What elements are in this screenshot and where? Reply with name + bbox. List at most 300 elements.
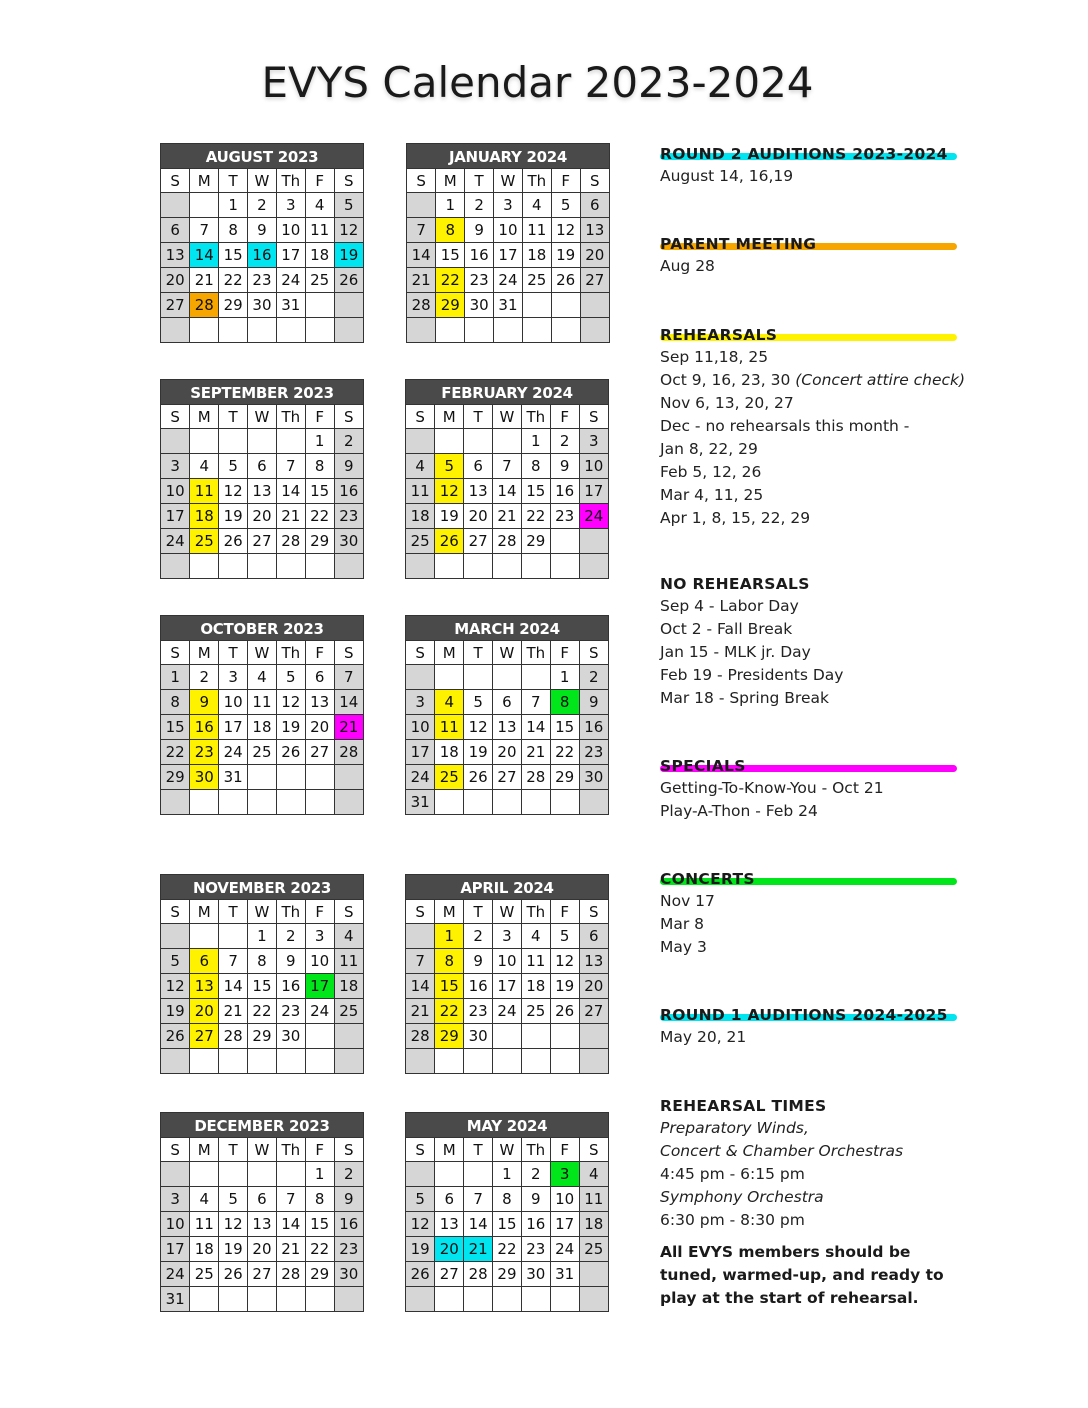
day-cell: 5	[219, 454, 248, 479]
day-cell: 26	[551, 268, 580, 293]
empty-cell	[435, 554, 464, 579]
day-cell-audition: 21	[464, 1237, 493, 1262]
day-cell: 4	[334, 924, 363, 949]
month-header: OCTOBER 2023	[161, 616, 363, 641]
week-row	[406, 1287, 608, 1312]
empty-cell	[464, 429, 493, 454]
day-cell: 7	[190, 218, 219, 243]
day-cell: 2	[464, 924, 493, 949]
day-cell: 28	[407, 293, 436, 318]
weekday-label: S	[161, 169, 190, 193]
week-row	[406, 1262, 608, 1287]
week-row	[161, 999, 363, 1024]
round2-dates: August 14, 16,19	[660, 167, 794, 185]
day-cell: 8	[493, 1187, 522, 1212]
calendar-may-2024	[405, 1112, 609, 1312]
day-cell: 14	[464, 1212, 493, 1237]
day-cell-rehearsal: 22	[435, 999, 464, 1024]
weekday-label: S	[334, 1138, 363, 1162]
day-cell: 26	[464, 765, 493, 790]
day-cell: 5	[464, 690, 493, 715]
time-range: 4:45 pm - 6:15 pm	[660, 1165, 805, 1183]
page-title: EVYS Calendar 2023-2024	[261, 58, 814, 107]
day-cell: 5	[276, 665, 305, 690]
week-row	[406, 1162, 608, 1187]
section-title: ROUND 2 AUDITIONS 2023-2024	[660, 143, 1060, 165]
day-cell: 18	[579, 1212, 608, 1237]
special-line: Getting-To-Know-You - Oct 21	[660, 779, 884, 797]
weekday-label: T	[219, 641, 248, 665]
weekday-label: F	[305, 641, 334, 665]
weekday-label: M	[190, 1138, 219, 1162]
week-row	[161, 765, 363, 790]
day-cell: 4	[522, 193, 551, 218]
weekday-label: F	[550, 1138, 579, 1162]
day-cell: 23	[464, 999, 493, 1024]
week-row	[161, 665, 363, 690]
day-cell: 26	[219, 529, 248, 554]
day-cell: 19	[406, 1237, 435, 1262]
empty-cell	[435, 790, 464, 815]
month-header: JANUARY 2024	[407, 144, 609, 169]
day-cell: 28	[493, 529, 522, 554]
day-cell-special: 21	[334, 715, 363, 740]
weekday-label: S	[334, 169, 363, 193]
day-cell: 11	[190, 1212, 219, 1237]
month-header: DECEMBER 2023	[161, 1113, 363, 1138]
empty-cell	[493, 790, 522, 815]
empty-cell	[190, 429, 219, 454]
empty-cell	[406, 1287, 435, 1312]
day-cell: 2	[465, 193, 494, 218]
day-cell: 4	[305, 193, 334, 218]
day-cell: 20	[464, 504, 493, 529]
no-rehearsal-line: Mar 18 - Spring Break	[660, 689, 829, 707]
day-cell: 24	[406, 765, 435, 790]
empty-cell	[161, 554, 190, 579]
day-cell: 23	[334, 1237, 363, 1262]
empty-cell	[190, 790, 219, 815]
day-cell: 29	[521, 529, 550, 554]
day-cell: 30	[334, 529, 363, 554]
weekday-label: F	[550, 641, 579, 665]
empty-cell	[464, 790, 493, 815]
empty-cell	[550, 1049, 579, 1074]
day-cell: 20	[493, 740, 522, 765]
day-cell: 16	[334, 479, 363, 504]
day-cell: 21	[276, 504, 305, 529]
day-cell: 1	[305, 1162, 334, 1187]
day-cell: 16	[550, 479, 579, 504]
day-cell: 12	[406, 1212, 435, 1237]
empty-cell	[521, 665, 550, 690]
day-cell: 18	[522, 243, 551, 268]
day-cell: 17	[161, 504, 190, 529]
day-cell: 7	[464, 1187, 493, 1212]
empty-cell	[406, 554, 435, 579]
weekday-label: M	[190, 900, 219, 924]
no-rehearsal-line: Sep 4 - Labor Day	[660, 597, 799, 615]
day-cell: 13	[579, 949, 608, 974]
month-header: SEPTEMBER 2023	[161, 380, 363, 405]
empty-cell	[161, 193, 190, 218]
day-cell: 27	[248, 1262, 277, 1287]
empty-cell	[493, 554, 522, 579]
rehearsal-line: Dec - no rehearsals this month -	[660, 417, 910, 435]
day-cell: 29	[305, 1262, 334, 1287]
week-row	[407, 318, 609, 343]
weekday-label: S	[161, 900, 190, 924]
empty-cell	[579, 1287, 608, 1312]
day-cell: 1	[305, 429, 334, 454]
day-cell: 16	[465, 243, 494, 268]
day-cell-rehearsal: 11	[435, 715, 464, 740]
day-cell-concert: 3	[550, 1162, 579, 1187]
empty-cell	[522, 293, 551, 318]
day-cell: 23	[248, 268, 277, 293]
weekday-label: T	[464, 405, 493, 429]
day-cell: 16	[521, 1212, 550, 1237]
day-cell: 13	[435, 1212, 464, 1237]
day-cell: 12	[276, 690, 305, 715]
day-cell: 28	[219, 1024, 248, 1049]
day-cell-audition: 16	[248, 243, 277, 268]
weekday-label: W	[248, 169, 277, 193]
empty-cell	[580, 293, 609, 318]
day-cell-rehearsal: 20	[190, 999, 219, 1024]
day-cell: 26	[334, 268, 363, 293]
day-cell: 3	[161, 454, 190, 479]
week-row	[161, 1262, 363, 1287]
day-cell-rehearsal: 30	[190, 765, 219, 790]
empty-cell	[276, 765, 305, 790]
day-cell: 20	[248, 1237, 277, 1262]
weekday-label: W	[494, 169, 523, 193]
day-cell: 16	[464, 974, 493, 999]
day-cell: 6	[248, 1187, 277, 1212]
week-row	[406, 924, 608, 949]
week-row	[161, 1024, 363, 1049]
day-cell: 9	[579, 690, 608, 715]
weekday-label: T	[464, 1138, 493, 1162]
parent-meeting-section	[660, 233, 1060, 278]
ensemble-label: Concert & Chamber Orchestras	[660, 1142, 904, 1160]
day-cell: 1	[161, 665, 190, 690]
round1-dates: May 20, 21	[660, 1028, 747, 1046]
week-row	[161, 740, 363, 765]
month-header: AUGUST 2023	[161, 144, 363, 169]
rehearsals-section	[660, 324, 1060, 530]
day-cell: 24	[305, 999, 334, 1024]
week-row	[407, 243, 609, 268]
day-cell: 21	[407, 268, 436, 293]
day-cell: 4	[190, 454, 219, 479]
empty-cell	[550, 529, 579, 554]
day-cell: 18	[406, 504, 435, 529]
empty-cell	[276, 1287, 305, 1312]
day-cell: 9	[464, 949, 493, 974]
empty-cell	[521, 1024, 550, 1049]
empty-cell	[276, 554, 305, 579]
empty-cell	[579, 529, 608, 554]
day-cell: 10	[493, 949, 522, 974]
week-row	[161, 1212, 363, 1237]
rehearsal-line: Nov 6, 13, 20, 27	[660, 394, 794, 412]
day-cell: 15	[493, 1212, 522, 1237]
weekday-label: W	[248, 900, 277, 924]
day-cell: 20	[579, 974, 608, 999]
day-cell: 14	[276, 1212, 305, 1237]
empty-cell	[219, 429, 248, 454]
day-cell: 17	[219, 715, 248, 740]
empty-cell	[219, 1162, 248, 1187]
day-cell: 11	[305, 218, 334, 243]
day-cell: 22	[305, 504, 334, 529]
day-cell-audition: 14	[190, 243, 219, 268]
empty-cell	[248, 1287, 277, 1312]
empty-cell	[161, 1162, 190, 1187]
day-cell: 19	[550, 974, 579, 999]
week-row	[406, 715, 608, 740]
day-cell: 28	[276, 529, 305, 554]
day-cell-rehearsal: 8	[435, 949, 464, 974]
day-cell: 7	[334, 665, 363, 690]
day-cell: 10	[550, 1187, 579, 1212]
day-cell: 25	[305, 268, 334, 293]
weekday-label: M	[435, 641, 464, 665]
week-row	[406, 454, 608, 479]
day-cell: 19	[435, 504, 464, 529]
empty-cell	[334, 1049, 363, 1074]
day-cell: 16	[334, 1212, 363, 1237]
empty-cell	[435, 1162, 464, 1187]
empty-cell	[219, 318, 248, 343]
day-cell: 10	[494, 218, 523, 243]
day-cell: 9	[465, 218, 494, 243]
day-cell: 12	[219, 479, 248, 504]
empty-cell	[406, 1162, 435, 1187]
rehearsal-line: Feb 5, 12, 26	[660, 463, 762, 481]
weekday-label: M	[435, 405, 464, 429]
weekday-label: F	[305, 900, 334, 924]
month-header: NOVEMBER 2023	[161, 875, 363, 900]
day-cell: 15	[161, 715, 190, 740]
day-cell: 25	[248, 740, 277, 765]
day-cell: 23	[465, 268, 494, 293]
empty-cell	[579, 790, 608, 815]
day-cell: 6	[248, 454, 277, 479]
day-cell: 12	[551, 218, 580, 243]
day-cell: 17	[550, 1212, 579, 1237]
day-cell: 5	[406, 1187, 435, 1212]
empty-cell	[464, 1287, 493, 1312]
rehearsal-times-section	[660, 1095, 1060, 1310]
round2-auditions-section	[660, 143, 1060, 188]
day-cell: 22	[219, 268, 248, 293]
day-cell: 31	[494, 293, 523, 318]
day-cell: 18	[435, 740, 464, 765]
empty-cell	[305, 554, 334, 579]
empty-cell	[551, 318, 580, 343]
calendar-august-2023	[160, 143, 364, 343]
week-row	[406, 765, 608, 790]
empty-cell	[276, 790, 305, 815]
day-cell: 2	[276, 924, 305, 949]
day-cell: 14	[407, 243, 436, 268]
concert-line: May 3	[660, 938, 707, 956]
day-cell: 17	[494, 243, 523, 268]
no-rehearsal-line: Feb 19 - Presidents Day	[660, 666, 844, 684]
day-cell: 24	[161, 529, 190, 554]
empty-cell	[579, 1049, 608, 1074]
month-grid	[406, 900, 608, 1073]
day-cell: 3	[305, 924, 334, 949]
time-range: 6:30 pm - 8:30 pm	[660, 1211, 805, 1229]
section-title: SPECIALS	[660, 755, 1060, 777]
weekday-label: M	[190, 641, 219, 665]
day-cell: 7	[219, 949, 248, 974]
week-row	[406, 740, 608, 765]
day-cell: 30	[276, 1024, 305, 1049]
empty-cell	[190, 318, 219, 343]
day-cell: 6	[579, 924, 608, 949]
empty-cell	[276, 1049, 305, 1074]
day-cell: 12	[550, 949, 579, 974]
section-title: REHEARSAL TIMES	[660, 1097, 827, 1115]
week-row	[406, 529, 608, 554]
day-cell: 27	[161, 293, 190, 318]
weekday-label: W	[493, 900, 522, 924]
day-cell: 22	[305, 1237, 334, 1262]
day-cell: 22	[161, 740, 190, 765]
day-cell: 6	[435, 1187, 464, 1212]
day-cell: 27	[464, 529, 493, 554]
weekday-label: F	[550, 900, 579, 924]
empty-cell	[550, 1287, 579, 1312]
week-row	[161, 974, 363, 999]
week-row	[406, 1024, 608, 1049]
day-cell-rehearsal: 23	[190, 740, 219, 765]
day-cell: 7	[407, 218, 436, 243]
empty-cell	[435, 1287, 464, 1312]
day-cell: 12	[219, 1212, 248, 1237]
calendar-november-2023	[160, 874, 364, 1074]
day-cell: 21	[521, 740, 550, 765]
day-cell: 10	[161, 479, 190, 504]
day-cell: 10	[579, 454, 608, 479]
day-cell-rehearsal: 12	[435, 479, 464, 504]
empty-cell	[493, 429, 522, 454]
calendar-october-2023	[160, 615, 364, 815]
day-cell: 6	[161, 218, 190, 243]
empty-cell	[493, 1287, 522, 1312]
day-cell: 9	[550, 454, 579, 479]
weekday-label: S	[334, 641, 363, 665]
day-cell: 5	[219, 1187, 248, 1212]
rehearsal-line: Apr 1, 8, 15, 22, 29	[660, 509, 811, 527]
empty-cell	[334, 1024, 363, 1049]
month-grid	[161, 1138, 363, 1311]
empty-cell	[190, 1049, 219, 1074]
day-cell: 18	[248, 715, 277, 740]
day-cell: 4	[521, 924, 550, 949]
day-cell: 3	[493, 924, 522, 949]
day-cell: 5	[334, 193, 363, 218]
day-cell: 27	[580, 268, 609, 293]
day-cell: 1	[219, 193, 248, 218]
day-cell: 25	[579, 1237, 608, 1262]
day-cell-rehearsal: 29	[436, 293, 465, 318]
day-cell: 10	[276, 218, 305, 243]
day-cell: 4	[406, 454, 435, 479]
empty-cell	[161, 429, 190, 454]
day-cell: 22	[550, 740, 579, 765]
weekday-label: F	[305, 169, 334, 193]
weekday-label: Th	[276, 405, 305, 429]
day-cell: 24	[161, 1262, 190, 1287]
weekday-label: Th	[276, 1138, 305, 1162]
weekday-label: S	[579, 641, 608, 665]
empty-cell	[276, 1162, 305, 1187]
day-cell: 15	[219, 243, 248, 268]
week-row	[406, 554, 608, 579]
weekday-label: S	[407, 169, 436, 193]
day-cell-rehearsal: 13	[190, 974, 219, 999]
day-cell-rehearsal: 5	[435, 454, 464, 479]
day-cell: 11	[248, 690, 277, 715]
week-row	[161, 924, 363, 949]
week-row	[161, 1162, 363, 1187]
day-cell: 2	[334, 429, 363, 454]
day-cell: 30	[521, 1262, 550, 1287]
day-cell: 8	[219, 218, 248, 243]
empty-cell	[305, 1024, 334, 1049]
day-cell-special: 24	[579, 504, 608, 529]
weekday-label: S	[579, 405, 608, 429]
no-rehearsal-line: Jan 15 - MLK jr. Day	[660, 643, 811, 661]
empty-cell	[407, 318, 436, 343]
day-cell: 11	[334, 949, 363, 974]
empty-cell	[305, 1287, 334, 1312]
weekday-label: S	[334, 405, 363, 429]
day-cell: 3	[494, 193, 523, 218]
day-cell: 26	[161, 1024, 190, 1049]
day-cell: 29	[305, 529, 334, 554]
empty-cell	[161, 1049, 190, 1074]
day-cell: 9	[248, 218, 277, 243]
weekday-label: T	[464, 900, 493, 924]
week-row	[406, 1212, 608, 1237]
day-cell: 29	[219, 293, 248, 318]
empty-cell	[407, 193, 436, 218]
day-cell-rehearsal: 1	[435, 924, 464, 949]
week-row	[407, 193, 609, 218]
day-cell: 19	[219, 1237, 248, 1262]
day-cell: 24	[494, 268, 523, 293]
day-cell: 24	[550, 1237, 579, 1262]
day-cell: 30	[334, 1262, 363, 1287]
day-cell: 7	[406, 949, 435, 974]
day-cell-rehearsal: 15	[435, 974, 464, 999]
empty-cell	[493, 1024, 522, 1049]
weekday-label: Th	[521, 900, 550, 924]
day-cell-rehearsal: 26	[435, 529, 464, 554]
day-cell: 24	[219, 740, 248, 765]
week-row	[161, 554, 363, 579]
day-cell: 15	[550, 715, 579, 740]
weekday-label: Th	[276, 169, 305, 193]
day-cell: 17	[161, 1237, 190, 1262]
